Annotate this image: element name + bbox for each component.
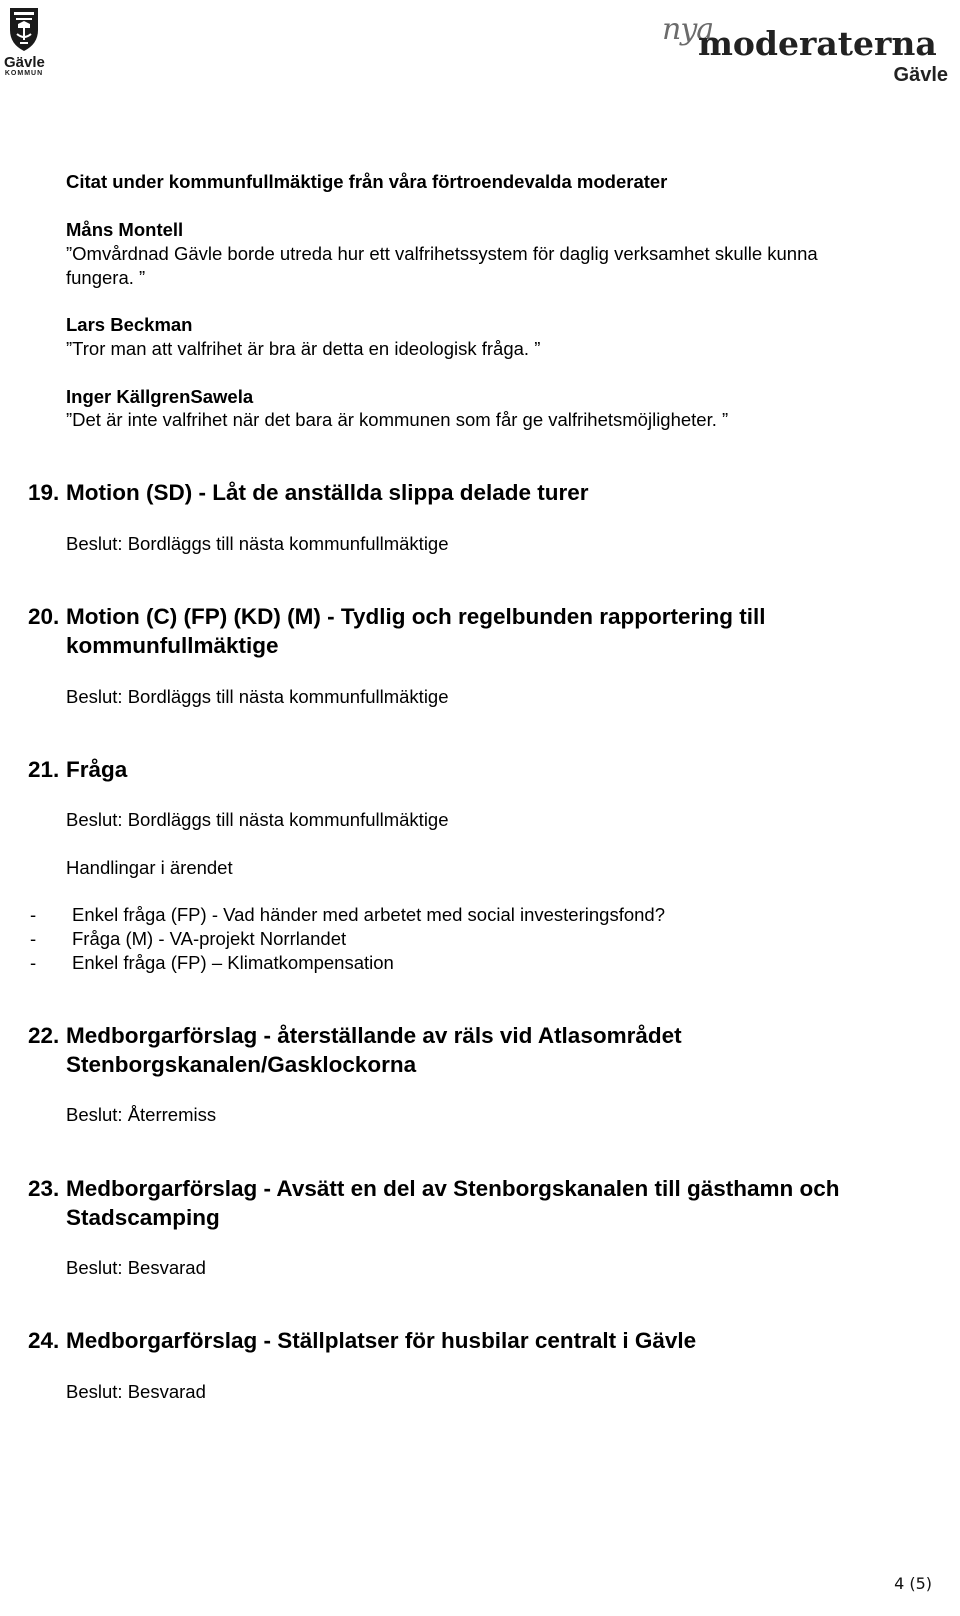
item-number: 23. bbox=[28, 1176, 60, 1201]
logo-subtitle: KOMMUN bbox=[4, 70, 44, 77]
quote-speaker: Lars Beckman bbox=[66, 314, 193, 335]
moderaterna-logo bbox=[662, 12, 952, 92]
item-title: Medborgarförslag - återställande av räls vid Atlasområdet bbox=[66, 1023, 682, 1048]
item-number: 24. bbox=[28, 1328, 60, 1353]
item-title: Medborgarförslag - Ställplatser för husbilar centralt i Gävle bbox=[66, 1328, 697, 1353]
page-number: 4 (5) bbox=[894, 1574, 932, 1593]
quote-speaker: Inger KällgrenSawela bbox=[66, 386, 254, 407]
list-bullet: - bbox=[30, 904, 37, 925]
document-item: Fråga (M) - VA-projekt Norrlandet bbox=[72, 928, 347, 949]
quote-text: ”Tror man att valfrihet är bra är detta en ideologisk fråga. ” bbox=[66, 338, 541, 359]
quote-speaker: Måns Montell bbox=[66, 219, 184, 240]
item-title: Stenborgskanalen/Gasklockorna bbox=[66, 1052, 417, 1077]
item-decision: Beslut: Bordläggs till nästa kommunfullmäktige bbox=[66, 533, 449, 554]
list-bullet: - bbox=[30, 952, 37, 973]
item-decision: Beslut: Återremiss bbox=[66, 1104, 217, 1125]
quote-text: ”Det är inte valfrihet när det bara är kommunen som får ge valfrihetsmöjligheter. ” bbox=[66, 409, 729, 430]
quotes-section-title: Citat under kommunfullmäktige från våra förtroendevalda moderater bbox=[66, 171, 668, 192]
item-title: kommunfullmäktige bbox=[66, 633, 279, 658]
gavle-kommun-logo bbox=[4, 4, 44, 80]
document-item: Enkel fråga (FP) – Klimatkompensation bbox=[72, 952, 394, 973]
quote-text: fungera. ” bbox=[66, 267, 146, 288]
quote-text: ”Omvårdnad Gävle borde utreda hur ett valfrihetssystem för daglig verksamhet skulle kunna bbox=[66, 243, 818, 264]
item-title: Motion (SD) - Låt de anställda slippa delade turer bbox=[66, 480, 589, 505]
item-title: Medborgarförslag - Avsätt en del av Stenborgskanalen till gästhamn och bbox=[66, 1176, 840, 1201]
logo-prefix: nya bbox=[662, 12, 714, 47]
item-decision: Beslut: Besvarad bbox=[66, 1381, 206, 1402]
gavle-crest-icon bbox=[4, 4, 44, 54]
item-decision: Beslut: Besvarad bbox=[66, 1257, 206, 1278]
documents-heading: Handlingar i ärendet bbox=[66, 857, 233, 878]
item-title: Stadscamping bbox=[66, 1205, 220, 1230]
item-decision: Beslut: Bordläggs till nästa kommunfullmäktige bbox=[66, 686, 449, 707]
logo-city: Gävle bbox=[893, 64, 948, 86]
item-number: 21. bbox=[28, 757, 60, 782]
item-decision: Beslut: Bordläggs till nästa kommunfullmäktige bbox=[66, 809, 449, 830]
list-bullet: - bbox=[30, 928, 37, 949]
item-title: Motion (C) (FP) (KD) (M) - Tydlig och regelbunden rapportering till bbox=[66, 604, 766, 629]
item-title: Fråga bbox=[66, 757, 128, 782]
logo-party-name: moderaterna bbox=[698, 24, 937, 63]
item-number: 22. bbox=[28, 1023, 60, 1048]
logo-name: Gävle bbox=[4, 54, 45, 71]
document-item: Enkel fråga (FP) - Vad händer med arbetet med social investeringsfond? bbox=[72, 904, 665, 925]
item-number: 20. bbox=[28, 604, 60, 629]
item-number: 19. bbox=[28, 480, 60, 505]
